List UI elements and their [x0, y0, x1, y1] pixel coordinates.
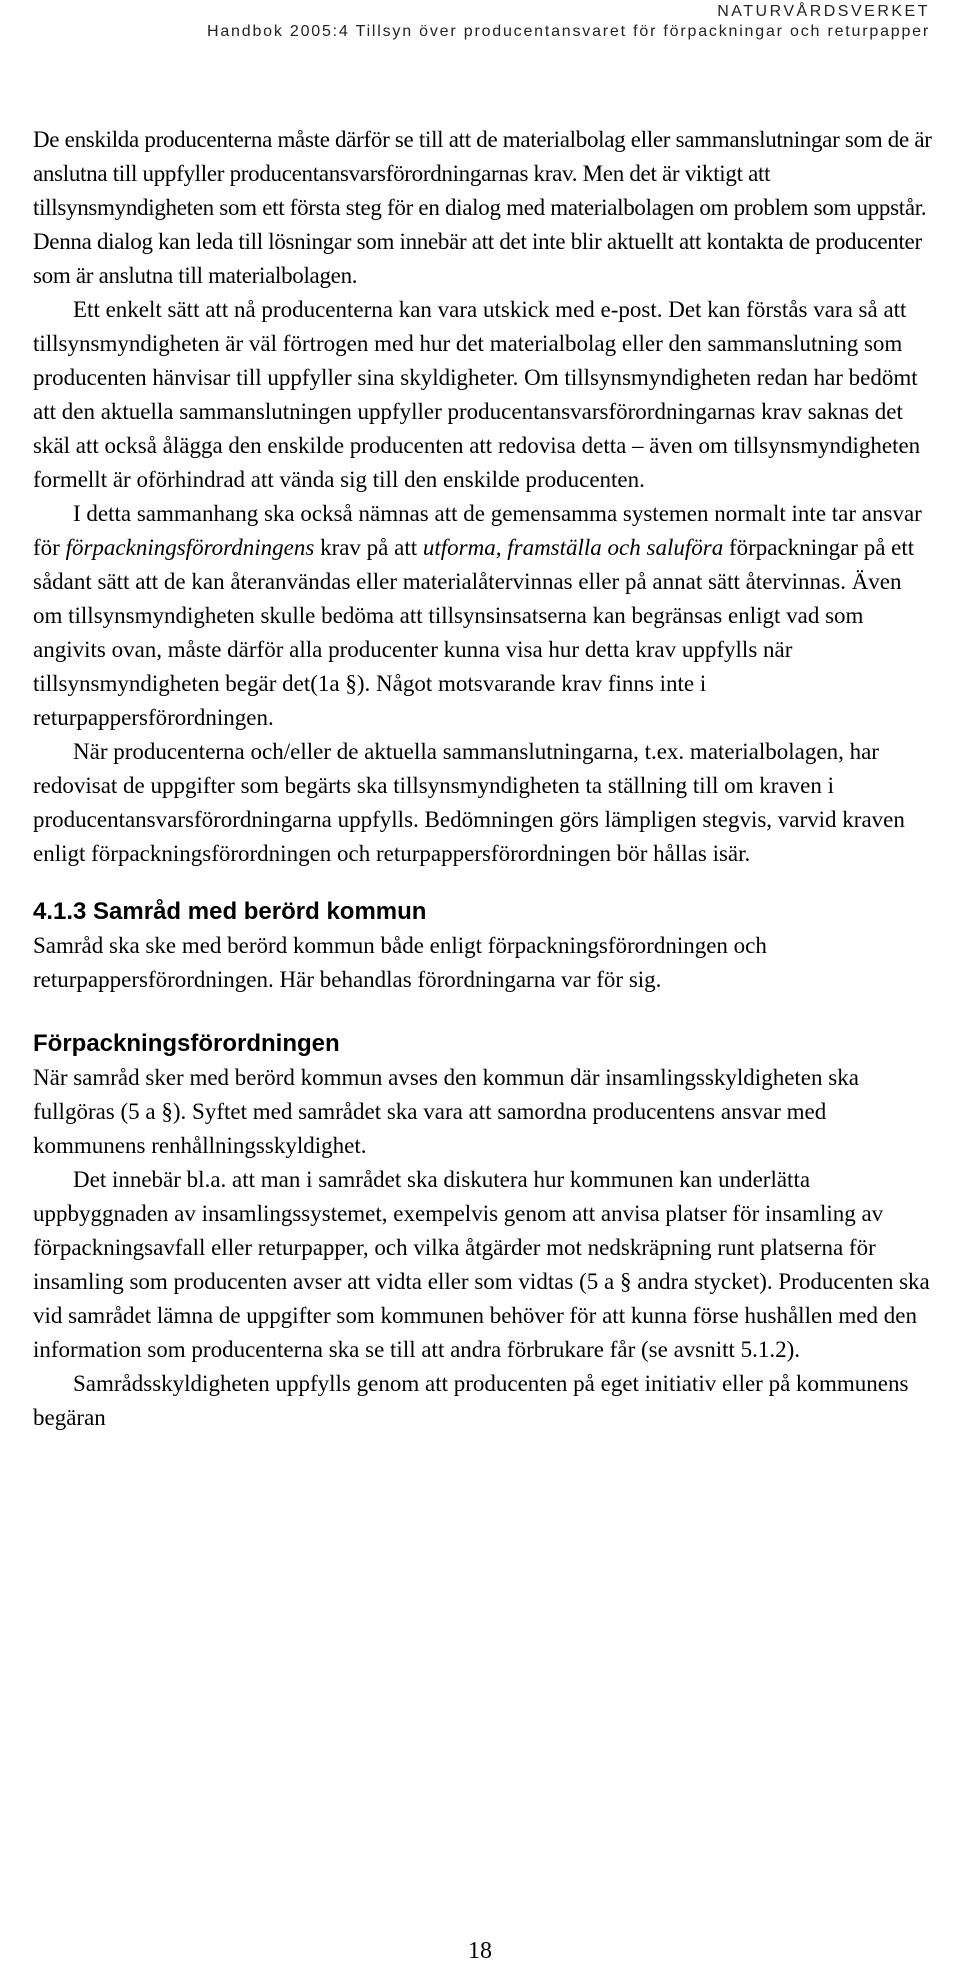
- paragraph-4: När producenterna och/eller de aktuella sammanslutningarna, t.ex. materialbolagen, har redovisat de uppgifter som begärts ska tillsynsmyndigheten ta ställning till om kraven i producentansvarsförordningarna uppfylls. Bedömningen görs lämpligen stegvis, varvid kraven enligt förpackningsförordningen och returpappersförordningen bör hållas isär.: [33, 739, 905, 866]
- paragraph-3-part-a: I detta sammanhang ska också nämnas att de gemensamma systemen normalt inte tar ansvar för: [33, 501, 922, 560]
- paragraph-3-part-c: förpackningar på ett sådant sätt att de kan återanvändas eller materialåtervinnas eller på annat sätt återvinnas. Även om tillsynsmyndigheten skulle bedöma att tillsynsinsatserna kan begränsas enligt vad som angivits ovan, måste därför alla producenter kunna visa hur detta krav uppfylls när tillsynsmyndigheten begär det(1a §). Något motsvarande krav finns inte i returpappersförordningen.: [33, 535, 915, 730]
- paragraph-5: Samråd ska ske med berörd kommun både enligt förpackningsförordningen och returpappersförordningen. Här behandlas förordningarna var för sig.: [33, 933, 767, 992]
- paragraph-3-italic-1: förpackningsförordningens: [65, 535, 315, 560]
- paragraph-3-part-b: krav på att: [314, 535, 423, 560]
- subheading-forpackningsforordningen: Förpackningsförordningen: [33, 1030, 340, 1057]
- paragraph-7: Det innebär bl.a. att man i samrådet ska diskutera hur kommunen kan underlätta uppbyggnaden av insamlingssystemet, exempelvis genom att anvisa platser för insamling av förpackningsavfall eller returpapper, och vilka åtgärder mot nedskräpning runt platserna för insamling som producenten avser att vidta eller som vidtas (5 a § andra stycket). Producenten ska vid samrådet lämna de uppgifter som kommunen behöver för att kunna förse hushållen med den information som producenterna ska se till att andra förbrukare får (se avsnitt 5.1.2).: [33, 1167, 930, 1362]
- page-body: [33, 123, 933, 1435]
- running-header: [207, 2, 930, 42]
- paragraph-3-italic-2: utforma, framställa och saluföra: [422, 535, 724, 560]
- header-organization: NATURVÅRDSVERKET: [717, 3, 930, 20]
- paragraph-6: När samråd sker med berörd kommun avses den kommun där insamlingsskyldigheten ska fullgöras (5 a §). Syftet med samrådet ska vara att samordna producentens ansvar med kommunens renhållningsskyldighet.: [33, 1065, 859, 1158]
- header-subtitle: Handbok 2005:4 Tillsyn över producentansvaret för förpackningar och returpapper: [207, 23, 930, 40]
- page-number: 18: [468, 1938, 492, 1964]
- section-heading-4-1-3: 4.1.3 Samråd med berörd kommun: [33, 898, 427, 925]
- paragraph-8: Samrådsskyldigheten uppfylls genom att producenten på eget initiativ eller på kommunens begäran: [33, 1371, 909, 1430]
- paragraph-2: Ett enkelt sätt att nå producenterna kan vara utskick med e-post. Det kan förstås vara så att tillsynsmyndigheten är väl förtrogen med hur det materialbolag eller den sammanslutning som producenten hänvisar till uppfyller sina skyldigheter. Om tillsynsmyndigheten redan har bedömt att den aktuella sammanslutningen uppfyller producentansvarsförordningarnas krav saknas det skäl att också ålägga den enskilde producenten att redovisa detta – även om tillsynsmyndigheten formellt är oförhindrad att vända sig till den enskilde producenten.: [33, 297, 921, 492]
- paragraph-1: De enskilda producenterna måste därför se till att de materialbolag eller sammanslutningar som de är anslutna till uppfyller producentansvarsförordningarnas krav. Men det är viktigt att tillsynsmyndigheten som ett första steg för en dialog med materialbolagen om problem som uppstår. Denna dialog kan leda till lösningar som innebär att det inte blir aktuellt att kontakta de producenter som är anslutna till materialbolagen.: [33, 127, 932, 288]
- paragraph-3: [33, 497, 933, 735]
